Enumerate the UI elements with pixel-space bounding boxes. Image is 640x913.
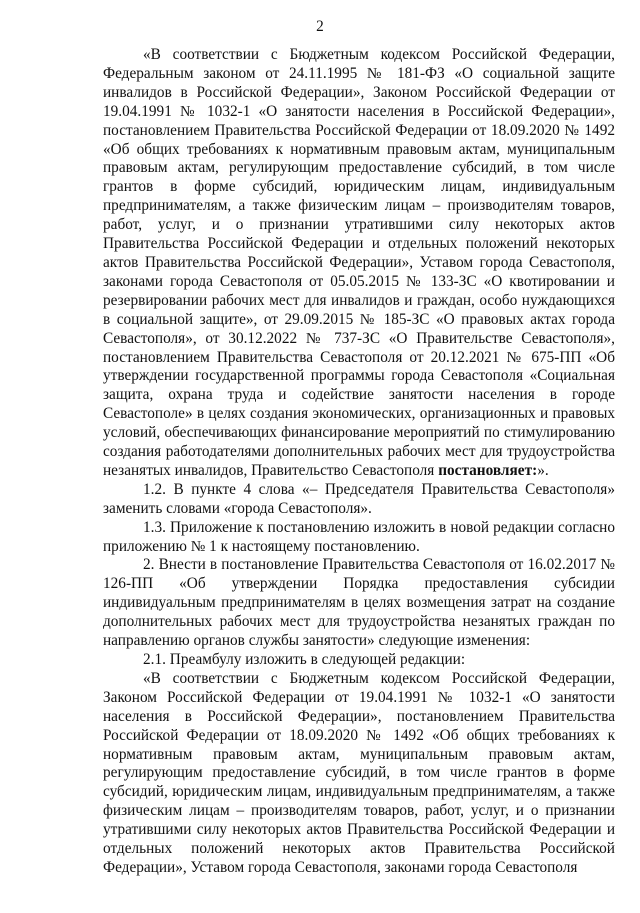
paragraph-tail: ». — [537, 461, 549, 479]
document-body — [103, 46, 615, 878]
paragraph-item-2-1: 2.1. Преамбулу изложить в следующей редакции: — [143, 651, 466, 668]
page-number: 2 — [316, 18, 324, 35]
paragraph-item-1-3: 1.3. Приложение к постановлению изложить в новой редакции согласно приложению № 1 к настоящему постановлению. — [103, 518, 615, 555]
decree-keyword: постановляет: — [438, 461, 538, 479]
paragraph-new-preamble: «В соответствии с Бюджетным кодексом Российской Федерации, Законом Российской Федерации от 19.04.1991 № 1032-1 «О занятости населения в Российской Федерации», постановлением Правительства Российской Федерации от 18.09.2020 № 1492 «Об общих требованиях к нормативным правовым актам, муниципальным правовым актам, регулирующим предоставление субсидий, в том числе грантов в форме субсидий, юридическим лицам, индивидуальным предпринимателям, а также физическим лицам – производителям товаров, работ, услуг, и о признании утратившими силу некоторых актов Правительства Российской Федерации и отдельных положений некоторых актов Правительства Российской Федерации», Уставом города Севастополя, законами города Севастополя — [103, 669, 615, 876]
paragraph-preamble — [103, 46, 615, 481]
paragraph-item-2: 2. Внести в постановление Правительства Севастополя от 16.02.2017 № 126-ПП «Об утверждении Порядка предоставления субсидии индивидуальным предпринимателям в целях возмещения затрат на создание дополнительных рабочих мест для трудоустройства незанятых граждан по направлению органов службы занятости» следующие изменения: — [103, 556, 615, 650]
paragraph-text: «В соответствии с Бюджетным кодексом Российской Федерации, Федеральным законом от 24.11.1995 № 181-ФЗ «О социальной защите инвалидов в Российской Федерации», Законом Российской Федерации от 19.04.1991 № 1032-1 «О занятости населения в Российской Федерации», постановлением Правительства Российской Федерации от 18.09.2020 № 1492 «Об общих требованиях к нормативным правовым актам, муниципальным правовым актам, регулирующим предоставление субсидий, в том числе грантов в форме субсидий, юридическим лицам, индивидуальным предпринимателям, а также физическим лицам – производителям товаров, работ, услуг, и о признании утратившими силу некоторых актов Правительства Российской Федерации и отдельных положений некоторых актов Правительства Российской Федерации», Уставом города Севастополя, законами города Севастополя от 05.05.2015 № 133-ЗС «О квотировании и резервировании рабочих мест для инвалидов и граждан, особо нуждающихся в социальной защите», от 29.09.2015 № 185-ЗС «О правовых актах города Севастополя», от 30.12.2022 № 737-ЗС «О Правительстве Севастополя», постановлением Правительства Севастополя от 20.12.2021 № 675-ПП «Об утверждении государственной программы города Севастополя «Социальная защита, охрана труда и содействие занятости населения в городе Севастополе» в целях создания экономических, организационных и правовых условий, обеспечивающих финансирование мероприятий по стимулированию создания работодателями дополнительных рабочих мест для трудоустройства незанятых инвалидов, Правительство Севастополя — [103, 46, 615, 479]
paragraph-item-1-2: 1.2. В пункте 4 слова «– Председателя Правительства Севастополя» заменить словами «города Севастополя». — [103, 480, 615, 517]
